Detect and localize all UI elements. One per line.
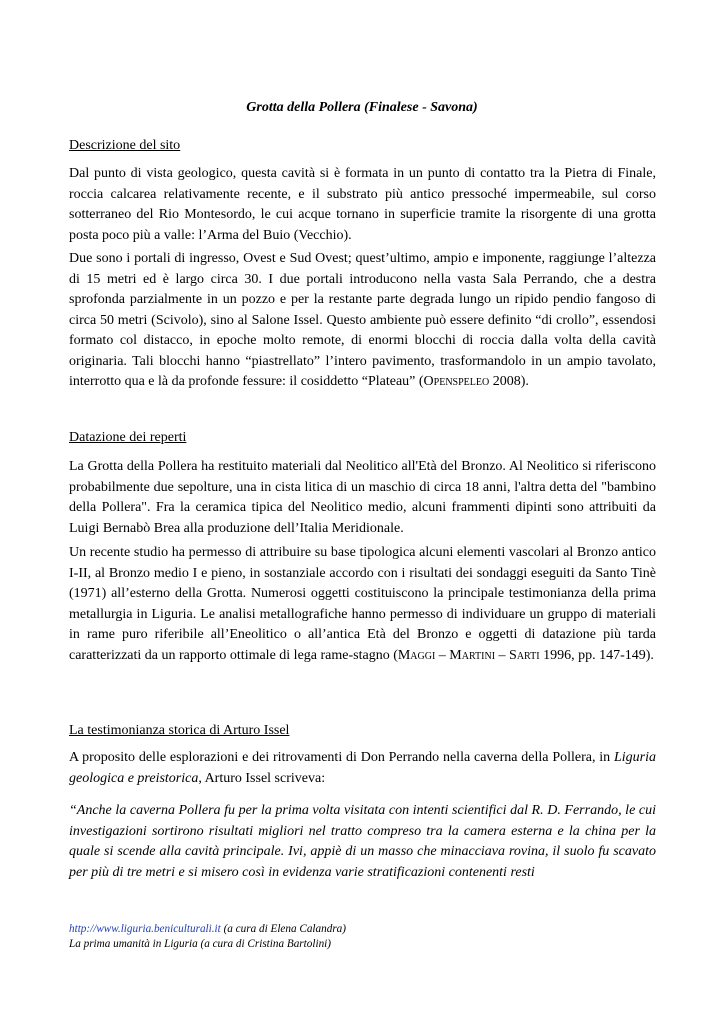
paragraph-bronzo [69,543,656,666]
paragraph-neolitico: La Grotta della Pollera ha restituito materiali dal Neolitico all'Età del Bronzo. Al Neolitico si riferiscono probabilmente due sepolture, una in cista litica di un maschio di circa 18 anni, l'altra detta del "bambino della Pollera". Fra la ceramica tipica del Neolitico medio, alcuni frammenti dipinti sono attribuiti da Luigi Bernabò Brea alla produzione dell’Italia Meridionale. [69,459,656,536]
paragraph-portali [69,249,656,393]
document-title: Grotta della Pollera (Finalese - Savona) [246,100,478,115]
paragraph-portali-text: Due sono i portali di ingresso, Ovest e Sud Ovest; quest’ultimo, ampio e imponente, raggiunge l’altezza di 15 metri ed è largo circa 30. I due portali introducono nella vasta Sala Perrando, che a destra sprofonda parzialmente in un pozzo e per la restante parte degrada lungo un ripido pendio fangoso di circa 50 metri (Scivolo), sino al Salone Issel. Questo ambiente può essere definito “di crollo”, essendosi formato col distacco, in epoche molto remote, di enormi blocchi di roccia dalla volta della cavità originaria. Tali blocchi hanno “piastrellato” l’intero pavimento, trasformandolo in un ampio tavolato, interrotto qua e là da profonde fessure: il cosiddetto “Plateau” ( [69,251,656,389]
footer-credit: (a cura di Elena Calandra) [220,923,346,935]
book-title: Liguria geologica e preistorica [69,750,656,786]
issel-quote: “Anche la caverna Pollera fu per la prima volta visitata con intenti scientifici dal R. D. Ferrando, le cui investigazioni sortirono risultati migliori nel tratto compreso tra la camera esterna e la china per la quale si scende alla cavità principale. Ivi, appiè di un masso che minacciava rovina, il suolo fu scavato per più di tre metri e si misero così in evidenza varie stratificazioni contenenti resti [69,803,656,880]
paragraph-geologia: Dal punto di vista geologico, questa cavità si è formata in un punto di contatto tra la Pietra di Finale, roccia calcarea relativamente recente, e il substrato più antico pressoché impermeabile, sul corso sotterraneo del Rio Montesordo, le cui acque tornano in superficie tramite la risorgente di una grotta posta poco più a valle: l’Arma del Buio (Vecchio). [69,166,656,243]
intro-text-end: , Arturo Issel scriveva: [198,770,326,786]
section-heading-issel: La testimonianza storica di Arturo Issel [69,723,290,738]
section-heading-datazione: Datazione dei reperti [69,430,187,445]
paragraph-bronzo-text: Un recente studio ha permesso di attribuire su base tipologica alcuni elementi vascolari al Bronzo antico I-II, al Bronzo medio I e pieno, in sostanziale accordo con i risultati dei sondaggi eseguiti da Santo Tinè (1971) all’esterno della Grotta. Numerosi oggetti costituiscono la principale testimonianza della prima metallurgia in Liguria. Le analisi metallografiche hanno permesso di individuare un gruppo di materiali in rame puro riferibile all’Eneolitico o all’antica Età del Bronzo e oggetti di datazione più tarda caratterizzati da un rapporto ottimale di lega rame-stagno ( [69,545,656,663]
footer-line-2: La prima umanità in Liguria (a cura di Cristina Bartolini) [69,938,331,950]
footer-line-1 [69,922,346,937]
citation-tail: 1996, pp. 147-149). [539,647,654,663]
footer-link[interactable]: http://www.liguria.beniculturali.it [69,923,221,935]
section-heading-descrizione: Descrizione del sito [69,138,181,153]
intro-text: A proposito delle esplorazioni e dei ritrovamenti di Don Perrando nella caverna della Pollera, in [69,750,614,765]
paragraph-issel-intro [69,748,656,789]
citation-openspeleo: Openspeleo [423,374,490,389]
citation-maggi-martini-sarti: Maggi – Martini – Sarti [397,647,540,663]
citation-tail: 2008). [489,374,529,389]
